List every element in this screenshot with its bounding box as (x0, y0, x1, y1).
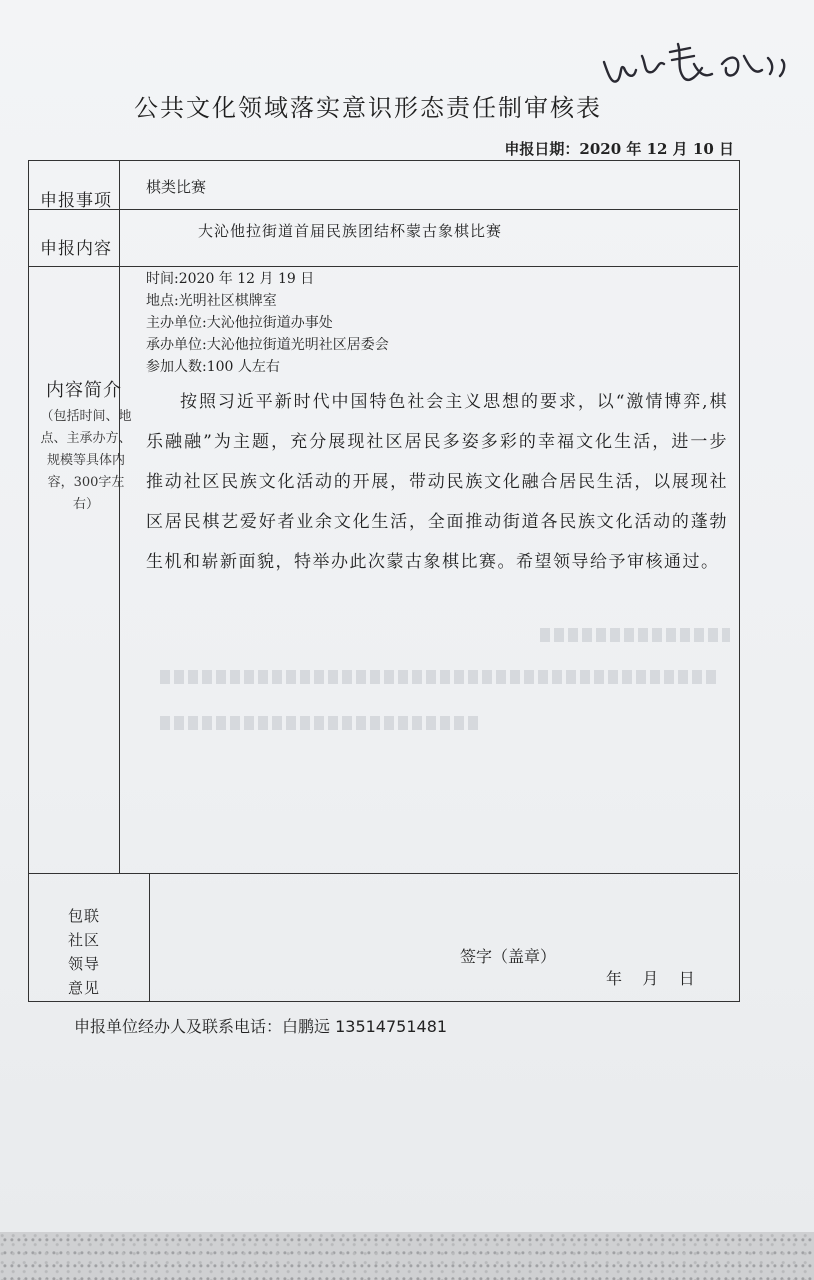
declaration-date: 申报日期：2020 年 12 月 10 日 (504, 140, 734, 158)
detail-organizer: 承办单位:大沁他拉街道光明社区居委会 (146, 337, 389, 353)
detail-time: 时间:2020 年 12 月 19 日 (146, 271, 315, 287)
row-divider (29, 873, 738, 874)
bleed-through-text (540, 628, 730, 642)
detail-host: 主办单位:大沁他拉街道办事处 (146, 315, 333, 331)
row-divider (29, 266, 738, 267)
sign-stamp-label: 签字（盖章） (460, 947, 557, 966)
contact-footer: 申报单位经办人及联系电话：白鹏远 13514751481 (74, 1017, 448, 1036)
detail-location: 地点:光明社区棋牌室 (146, 293, 277, 309)
intro-paragraph: 按照习近平新时代中国特色社会主义思想的要求，以“激情博弈,棋乐融融”为主题，充分展现社区居民多姿多彩的幸福文化生活，进一步推动社区民族文化活动的开展，带动民族文化融合居民生活，以展现社区居民棋艺爱好者业余文化生活，全面推动街道各民族文化活动的蓬勃生机和崭新面貌，特举办此次蒙古象棋比赛。希望领导给予审核通过。 (146, 392, 728, 572)
leader-opinion-label: 包联 社区 领导 意见 (68, 907, 101, 997)
intro-label: 内容简介 (46, 380, 122, 401)
bleed-through-text (160, 716, 480, 730)
column-divider (119, 161, 120, 873)
page-title: 公共文化领域落实意识形态责任制审核表 (134, 94, 602, 122)
row-divider (29, 209, 738, 210)
event-details (146, 268, 389, 378)
background-floor (0, 1232, 814, 1280)
intro-note: （包括时间、地点、主承办方、规模等具体内容，300字左右） (40, 409, 132, 512)
content-value: 大沁他拉街道首届民族团结杯蒙古象棋比赛 (198, 222, 503, 240)
bleed-through-text (160, 670, 720, 684)
column-divider (149, 873, 150, 1001)
date-blank: 年 月 日 (606, 969, 695, 988)
item-label: 申报事项 (40, 191, 112, 211)
detail-participants: 参加人数:100 人左右 (146, 359, 280, 375)
item-value: 棋类比赛 (146, 178, 207, 196)
content-label: 申报内容 (40, 239, 112, 259)
handwritten-signature (598, 34, 798, 94)
